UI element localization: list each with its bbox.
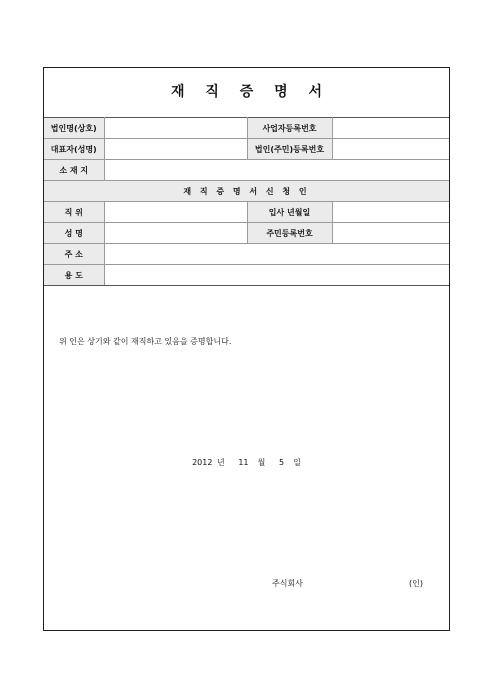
representative-label: 대표자(성명) xyxy=(44,139,104,160)
corp-reg-number-field[interactable] xyxy=(332,139,449,160)
hire-date-label: 입사 년월일 xyxy=(247,202,332,223)
certification-statement: 위 인은 상기와 같이 재직하고 있음을 증명합니다. xyxy=(59,337,232,346)
name-field[interactable] xyxy=(104,223,247,244)
certificate-form xyxy=(43,67,450,631)
corp-name-label: 법인명(상호) xyxy=(44,118,104,139)
info-table xyxy=(44,117,449,286)
date-month-unit: 월 xyxy=(257,458,266,467)
table-row xyxy=(44,202,449,223)
date-month: 11 xyxy=(238,458,249,467)
purpose-label: 용 도 xyxy=(44,265,104,286)
position-label: 직 위 xyxy=(44,202,104,223)
table-row xyxy=(44,244,449,265)
business-reg-number-field[interactable] xyxy=(332,118,449,139)
company-signature: 주식회사 xyxy=(272,579,303,588)
table-row xyxy=(44,181,449,202)
date-day-unit: 일 xyxy=(293,458,301,467)
date-year: 2012 xyxy=(192,458,213,467)
business-reg-number-label: 사업자등록번호 xyxy=(247,118,332,139)
applicant-section-header: 재 직 증 명 서 신 청 인 xyxy=(44,181,449,202)
table-row xyxy=(44,118,449,139)
document-title: 재 직 증 명 서 xyxy=(170,84,331,100)
hire-date-field[interactable] xyxy=(332,202,449,223)
location-field[interactable] xyxy=(104,160,449,181)
purpose-field[interactable] xyxy=(104,265,449,286)
resident-reg-number-field[interactable] xyxy=(332,223,449,244)
corp-reg-number-label: 법인(주민)등록번호 xyxy=(247,139,332,160)
resident-reg-number-label: 주민등록번호 xyxy=(247,223,332,244)
seal-mark: (인) xyxy=(409,579,423,588)
table-row xyxy=(44,265,449,286)
name-label: 성 명 xyxy=(44,223,104,244)
table-row xyxy=(44,160,449,181)
corp-name-field[interactable] xyxy=(104,118,247,139)
address-field[interactable] xyxy=(104,244,449,265)
date-year-unit: 년 xyxy=(216,458,225,467)
representative-field[interactable] xyxy=(104,139,247,160)
date-day: 5 xyxy=(279,458,285,467)
table-row xyxy=(44,223,449,244)
address-label: 주 소 xyxy=(44,244,104,265)
position-field[interactable] xyxy=(104,202,247,223)
table-row xyxy=(44,139,449,160)
location-label: 소 재 지 xyxy=(44,160,104,181)
issue-date xyxy=(44,457,449,468)
